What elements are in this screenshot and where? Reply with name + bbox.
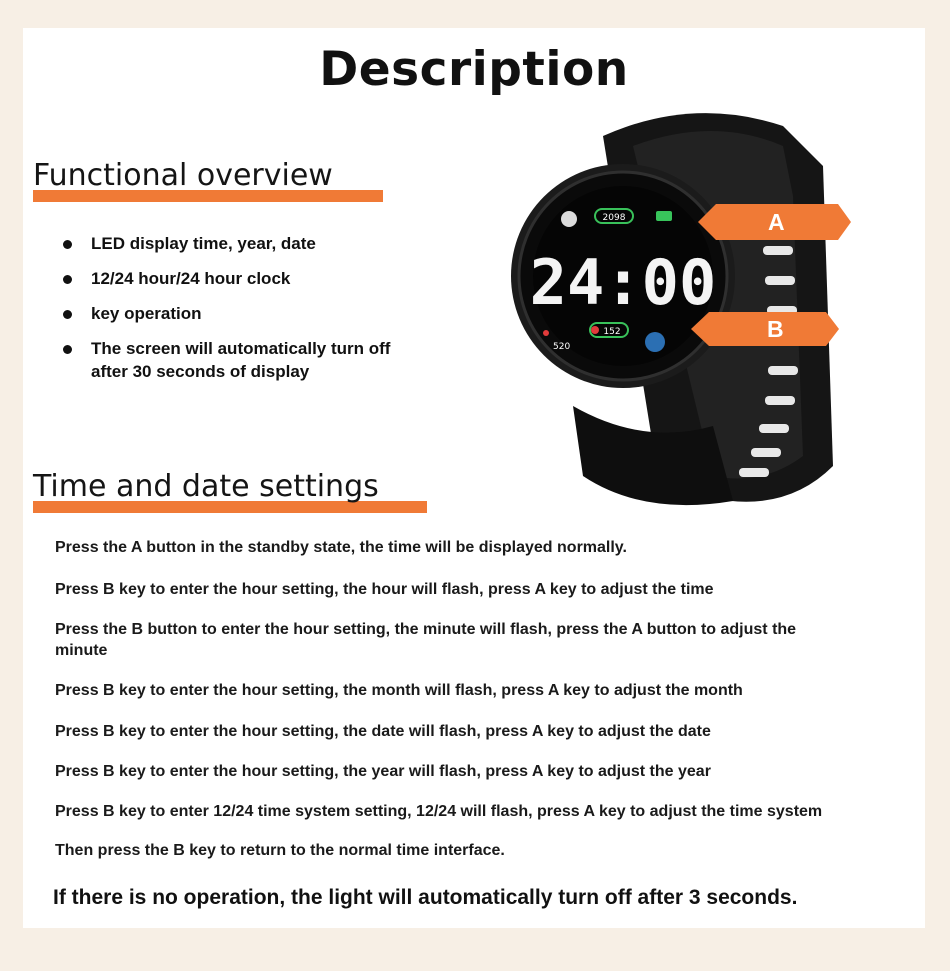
list-item <box>61 267 421 290</box>
feature-text: key operation <box>91 304 202 323</box>
step-text: Press the A button in the standby state, the time will be displayed normally. <box>55 539 627 556</box>
step-text: Press B key to enter the hour setting, the year will flash, press A key to adjust the year <box>55 763 711 780</box>
list-item <box>61 337 391 383</box>
final-note: If there is no operation, the light will automatically turn off after 3 seconds. <box>53 886 798 909</box>
functional-overview-heading <box>33 158 383 202</box>
calories-value: 520 <box>553 342 571 352</box>
heading-text: Time and date settings <box>33 469 379 504</box>
button-b-label: B <box>767 316 784 342</box>
button-a-label: A <box>768 209 785 235</box>
watch-time: 24:00 <box>529 246 717 319</box>
page-title: Description <box>319 42 629 97</box>
heart-rate-value: 152 <box>603 327 621 337</box>
button-a-callout <box>698 202 853 248</box>
bullet-icon <box>63 275 72 284</box>
feature-list <box>61 232 421 395</box>
step-text: Then press the B key to return to the normal time interface. <box>55 842 505 859</box>
smartwatch-image <box>483 106 843 506</box>
bullet-icon <box>63 240 72 249</box>
time-date-settings-heading <box>33 469 427 513</box>
list-item <box>61 302 421 325</box>
feature-text: LED display time, year, date <box>91 234 316 253</box>
feature-text: 12/24 hour/24 hour clock <box>91 269 291 288</box>
list-item <box>61 232 421 255</box>
step-text: Press the B button to enter the hour setting, the minute will flash, press the A button to adjust the minute <box>55 621 797 659</box>
step-text: Press B key to enter 12/24 time system setting, 12/24 will flash, press A key to adjust the time system <box>55 803 823 820</box>
feature-text: The screen will automatically turn off after 30 seconds of display <box>91 339 391 381</box>
heading-text: Functional overview <box>33 158 333 193</box>
bullet-icon <box>63 310 72 319</box>
step-text: Press B key to enter the hour setting, the month will flash, press A key to adjust the month <box>55 682 743 699</box>
bullet-icon <box>63 345 72 354</box>
button-b-callout <box>691 310 841 354</box>
description-card <box>23 28 925 928</box>
steps-value: 2098 <box>602 213 626 223</box>
step-text: Press B key to enter the hour setting, the date will flash, press A key to adjust the date <box>55 723 711 740</box>
step-text: Press B key to enter the hour setting, the hour will flash, press A key to adjust the time <box>55 581 714 598</box>
